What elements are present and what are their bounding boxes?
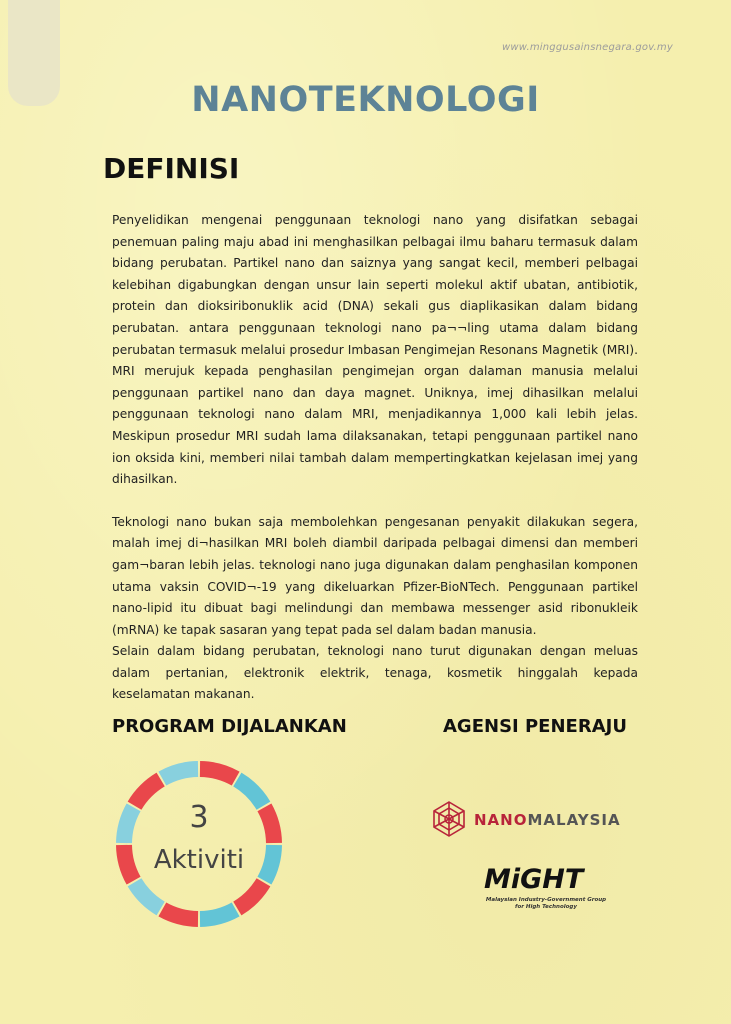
nanomalaysia-wordmark: NANOMALAYSIA [474,811,621,829]
ring-segment [200,769,236,779]
might-tagline: Malaysian Industry-Government Group for High Technology [485,897,607,910]
definition-paragraph-1: Penyelidikan mengenai penggunaan teknologi nano yang disifatkan sebagai penemuan paling maju abad ini menghasilkan pelbagai ilmu baharu termasuk dalam bidang perubatan. Partikel nano dan saiznya yang sangat kecil, memberi pelbagai kelebihan digabungkan dengan unsur lain seperti molekul aktif ubatan, antibiotik, protein dan dioksiribonuklik acid (DNA) sekali gus diaplikasikan dalam bidang perubatan. antara penggunaan teknologi nano pa¬¬ling utama dalam bidang perubatan termasuk melalui prosedur Imbasan Pengimejan Resonans Magnetik (MRI). MRI merujuk kepada penghasilan pengimejan organ dalaman manusia melalui penggunaan partikel nano dan daya magnet. Uniknya, imej dihasilkan melalui penggunaan teknologi nano dalam MRI, menjadikannya 1,000 kali lebih jelas. Meskipun prosedur MRI sudah lama dilaksanakan, tetapi penggunaan partikel nano ion oksida kini, memberi nilai tambah dalam mempertingkatkan kejelasan imej yang dihasilkan. [112,213,638,487]
ring-segment [162,909,198,919]
nanomalaysia-logo [430,798,650,840]
nanomalaysia-emblem-icon [430,800,468,838]
agencies-heading: AGENSI PENERAJU [443,716,627,737]
ring-segment [200,909,236,919]
programs-heading: PROGRAM DIJALANKAN [112,716,347,737]
activity-count: 3 [189,800,209,835]
definition-heading: DEFINISI [103,152,240,185]
activity-unit: Aktiviti [153,845,245,875]
site-url[interactable]: www.minggusainsnegara.gov.my [501,42,673,53]
page-title: NANOTEKNOLOGI [191,80,540,120]
ring-segment [162,769,198,779]
ring-segment [237,882,263,908]
ring-segment [135,882,161,908]
activity-ring [112,757,286,931]
definition-paragraph-2: Teknologi nano bukan saja membolehkan pengesanan penyakit dilakukan segera, malah imej di¬hasilkan MRI boleh diambil daripada pelbagai dimensi dan memberi gam¬baran lebih jelas. teknologi nano juga digunakan dalam penghasilan komponen utama vaksin COVID¬-19 yang dikeluarkan Pfizer-BioNTech. Penggunaan partikel nano-lipid itu dibuat bagi melindungi dan membawa messenger asid ribonukleik (mRNA) ke tapak sasaran yang tepat pada sel dalam badan manusia. [112,514,638,637]
definition-paragraph-3: Selain dalam bidang perubatan, teknologi nano turut digunakan dengan meluas dalam pertanian, elektronik elektrik, tenaga, kosmetik hinggalah kepada keselamatan makanan. [112,644,638,702]
definition-body [112,210,638,706]
might-wordmark: MiGHT [484,864,584,895]
might-logo [484,864,608,914]
